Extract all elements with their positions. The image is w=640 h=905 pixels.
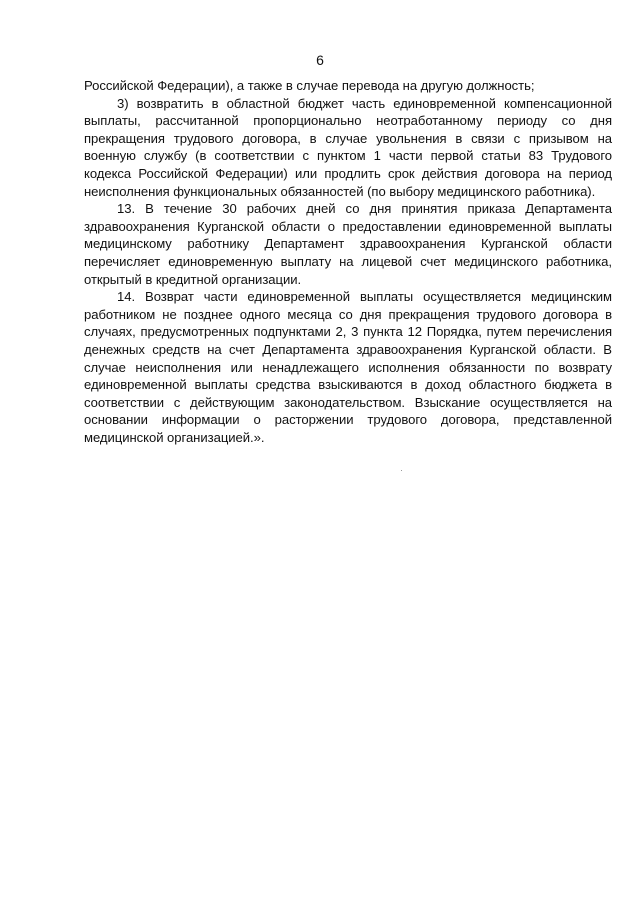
paragraph-item-14: 14. Возврат части единовременной выплаты осуществляется медицинским работником не позднее одного месяца со дня прекращения трудового договора в случаях, предусмотренных подпунктами 2, 3 пункта 12 Порядка, путем перечисления денежных средств на счет Департамента здравоохранения Курганской области. В случае неисполнения или ненадлежащего исполнения обязанности по возврату единовременной выплаты средства взыскиваются в доход областного бюджета в соответствии с действующим законодательством. Взыскание осуществляется на основании информации о расторжении трудового договора, представленной медицинской организацией.». — [84, 289, 612, 445]
scan-speck — [401, 470, 402, 471]
document-body — [84, 77, 612, 446]
paragraph-subitem-3: 3) возвратить в областной бюджет часть единовременной компенсационной выплаты, рассчитанной пропорционально неотработанному периоду со дня прекращения трудового договора, в случае увольнения в связи с призывом на военную службу (в соответствии с пунктом 1 части первой статьи 83 Трудового кодекса Российской Федерации) или продлить срок действия договора на период неисполнения функциональных обязанностей (по выбору медицинского работника). — [84, 95, 612, 199]
paragraph-continuation: Российской Федерации), а также в случае перевода на другую должность; — [84, 78, 535, 93]
paragraph-item-13: 13. В течение 30 рабочих дней со дня принятия приказа Департамента здравоохранения Курганской области о предоставлении единовременной выплаты медицинскому работнику Департамент здравоохранения Курганской области перечисляет единовременную выплату на лицевой счет медицинского работника, открытый в кредитной организации. — [84, 201, 612, 287]
page-number: 6 — [316, 52, 324, 68]
